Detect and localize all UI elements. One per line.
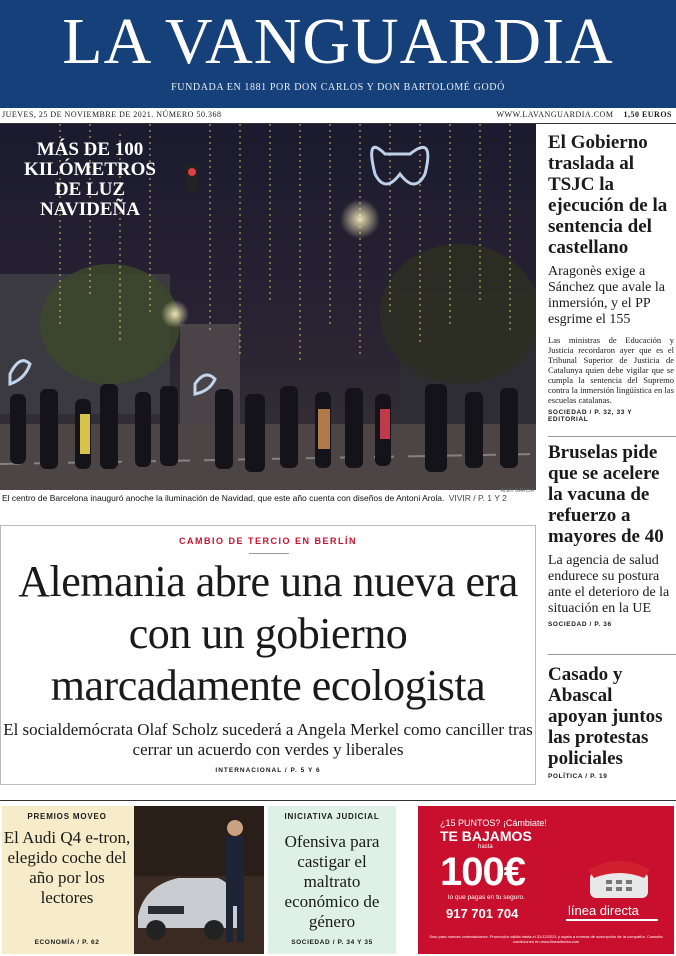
lead-photo <box>0 124 536 490</box>
ad-brand: línea directa <box>568 903 639 918</box>
divider <box>566 919 658 921</box>
story-deck: Aragonès exige a Sánchez que avale la inmersión, y el PP esgrime el 155 <box>548 264 665 327</box>
main-page-ref[interactable]: INTERNACIONAL / P. 5 Y 6 <box>215 767 321 774</box>
story-headline[interactable]: El Gobierno traslada al TSJC la ejecución de la sentencia del castellano <box>548 132 668 258</box>
main-deck: El socialdemócrata Olaf Scholz sucederá a Angela Merkel como canciller tras cerrar un acuerdo con verdes y liberales <box>3 720 533 759</box>
divider <box>0 800 676 801</box>
photo-caption <box>2 493 536 503</box>
sidebar-story-language[interactable] <box>548 132 674 423</box>
sidebar-story-vaccine[interactable] <box>548 442 674 628</box>
masthead-subtitle: FUNDADA EN 1881 POR DON CARLOS Y DON BARTOLOMÉ GODÓ <box>171 82 505 93</box>
divider <box>548 654 676 655</box>
promo-kicker: INICIATIVA JUDICIAL <box>284 812 380 821</box>
dateline <box>2 110 672 122</box>
ad-line-5: lo que pagas en tu seguro. <box>448 894 525 901</box>
ad-amount: 100€ <box>440 850 525 894</box>
audi-car-photo <box>134 806 264 954</box>
ad-fine-print: Solo para nuevas contrataciones. Promoción válida hasta el 31/12/2021 y sujeta a normas de suscripción de la compañía. Consulta condiciones en www.lineadirecta.com <box>429 934 663 944</box>
promo-page-ref[interactable]: SOCIEDAD / P. 34 Y 35 <box>291 939 373 946</box>
newspaper-title: LA VANGUARDIA <box>62 5 614 78</box>
caption-text: El centro de Barcelona inauguró anoche la iluminación de Navidad, que este año cuenta con diseños de Antoni Arola. <box>2 493 445 503</box>
sidebar-column <box>548 124 676 804</box>
divider <box>548 436 676 437</box>
story-deck: La agencia de salud endurece su postura ante el deterioro de la situación en la UE <box>548 553 670 616</box>
dateline-right <box>496 110 672 119</box>
issue-date: JUEVES, 25 DE NOVIEMBRE DE 2021. NÚMERO 50.368 <box>2 110 222 119</box>
story-body: Las ministras de Educación y Justicia recordaron ayer que es el Tribunal Superior de Justicia de Catalunya quien debe vigilar que se cumpla la sentencia del Supremo contra la inmersión lingüística en las escuelas catalanas. <box>548 335 674 405</box>
masthead <box>0 0 676 108</box>
story-page-ref[interactable]: SOCIEDAD / P. 32, 33 Y EDITORIAL <box>548 409 633 423</box>
advertisement-linea-directa[interactable] <box>418 806 674 954</box>
story-headline[interactable]: Bruselas pide que se acelere la vacuna de refuerzo a mayores de 40 <box>548 442 664 547</box>
promo-headline[interactable]: El Audi Q4 e-tron, elegido coche del año por los lectores <box>3 828 131 907</box>
story-page-ref[interactable]: POLÍTICA / P. 19 <box>548 773 608 780</box>
caption-page-ref[interactable]: VIVIR / P. 1 Y 2 <box>448 493 507 503</box>
story-page-ref[interactable]: SOCIEDAD / P. 36 <box>548 621 612 628</box>
price: 1,50 EUROS <box>623 110 672 119</box>
promo-kicker: PREMIOS MOVEO <box>27 812 107 821</box>
divider <box>249 553 289 554</box>
website-link[interactable]: WWW.LAVANGUARDIA.COM <box>496 110 614 119</box>
telephone-icon <box>586 858 656 900</box>
photo-overlay-headline: MÁS DE 100 KILÓMETROS DE LUZ NAVIDEÑA <box>24 139 156 220</box>
main-story[interactable] <box>0 525 536 785</box>
main-headline[interactable]: Alemania abre una nueva era con un gobierno marcadamente ecologista <box>18 557 518 710</box>
ad-line-3: hasta <box>478 844 493 850</box>
promo-moveo[interactable] <box>2 806 264 954</box>
ad-line-1: ¿15 PUNTOS? ¡Cámbiate! <box>440 818 547 828</box>
story-headline[interactable]: Casado y Abascal apoyan juntos las protestas policiales <box>548 664 663 769</box>
sidebar-story-protests[interactable] <box>548 664 674 780</box>
ad-phone[interactable]: 917 701 704 <box>446 906 519 921</box>
photo-credit: ÀLEX GARCIA <box>500 488 534 494</box>
promo-judicial[interactable] <box>268 806 396 954</box>
ad-line-2: TE BAJAMOS <box>440 828 532 844</box>
promo-page-ref[interactable]: ECONOMÍA / P. 62 <box>34 939 100 946</box>
promo-headline[interactable]: Ofensiva para castigar el maltrato económico de género <box>284 832 380 931</box>
main-kicker: CAMBIO DE TERCIO EN BERLÍN <box>178 536 357 546</box>
